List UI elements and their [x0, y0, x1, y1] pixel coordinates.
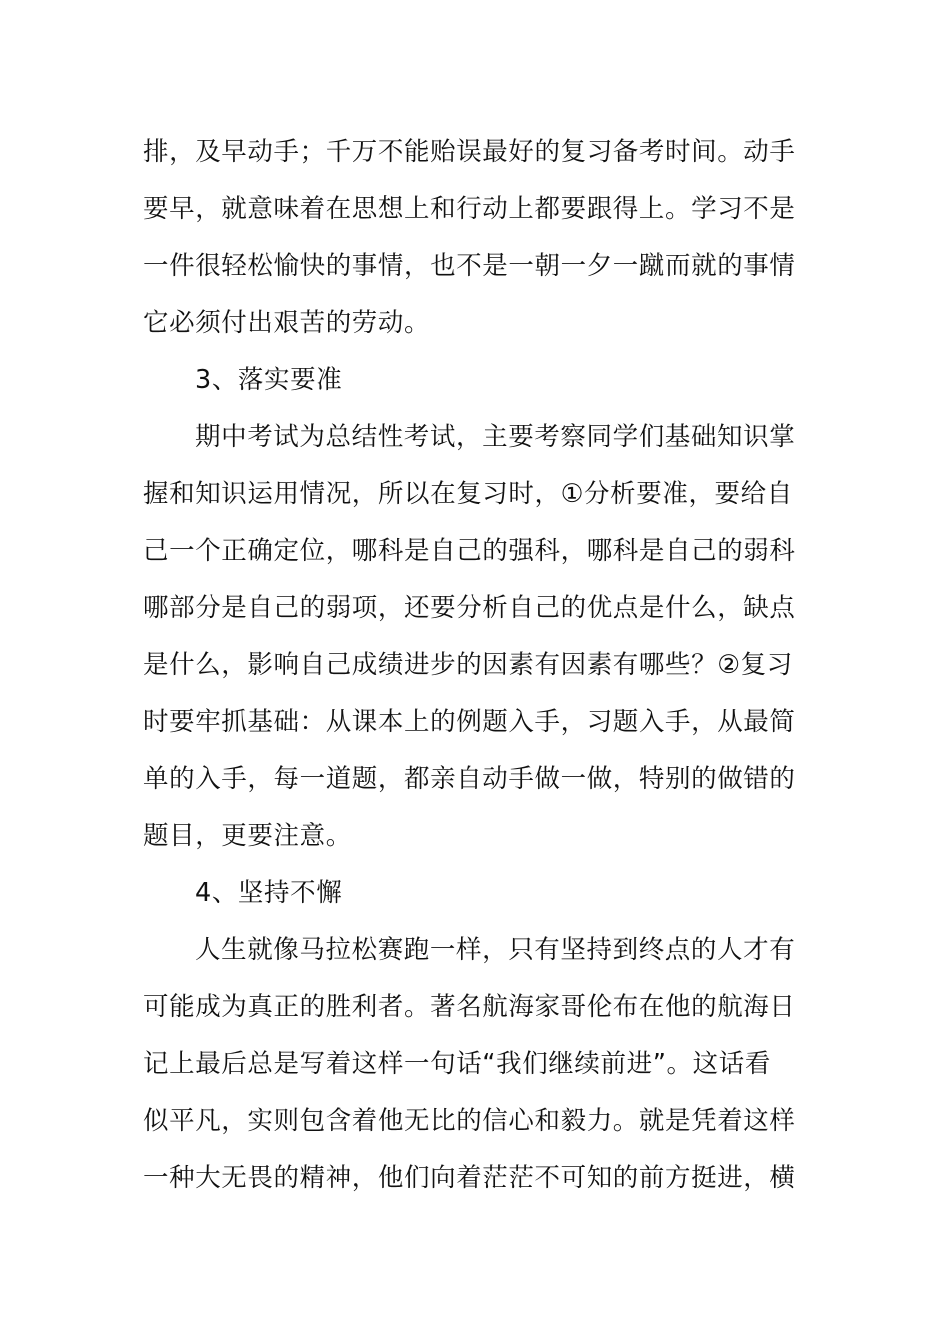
text-line: 题目，更要注意。 [143, 821, 352, 851]
text-line: 记上最后总是写着这样一句话“我们继续前进”。这话看 [143, 1049, 771, 1079]
text-line: 一件很轻松愉快的事情，也不是一朝一夕一蹴而就的事情 [143, 251, 796, 281]
text-line: 单的入手，每一道题，都亲自动手做一做，特别的做错的 [143, 764, 796, 794]
paragraph-start: 人生就像马拉松赛跑一样，只有坚持到终点的人才有 [195, 935, 796, 965]
text-line: 排，及早动手；千万不能贻误最好的复习备考时间。动手 [143, 137, 796, 167]
text-line: 哪部分是自己的弱项，还要分析自己的优点是什么，缺点 [143, 593, 796, 623]
section-heading-3: 3、落实要准 [195, 365, 343, 395]
text-line: 要早，就意味着在思想上和行动上都要跟得上。学习不是 [143, 194, 796, 224]
text-line: 是什么，影响自己成绩进步的因素有因素有哪些？②复习 [143, 650, 793, 680]
section-heading-4: 4、坚持不懈 [195, 878, 343, 908]
text-line: 时要牢抓基础：从课本上的例题入手，习题入手，从最简 [143, 707, 796, 737]
paragraph-start: 期中考试为总结性考试，主要考察同学们基础知识掌 [195, 422, 796, 452]
text-line: 可能成为真正的胜利者。著名航海家哥伦布在他的航海日 [143, 992, 796, 1022]
text-line: 它必须付出艰苦的劳动。 [143, 308, 431, 338]
text-line: 似平凡，实则包含着他无比的信心和毅力。就是凭着这样 [143, 1106, 796, 1136]
text-line: 己一个正确定位，哪科是自己的强科，哪科是自己的弱科 [143, 536, 796, 566]
text-line: 一种大无畏的精神，他们向着茫茫不可知的前方挺进，横 [143, 1163, 796, 1193]
text-line: 握和知识运用情况，所以在复习时，①分析要准，要给自 [143, 479, 793, 509]
